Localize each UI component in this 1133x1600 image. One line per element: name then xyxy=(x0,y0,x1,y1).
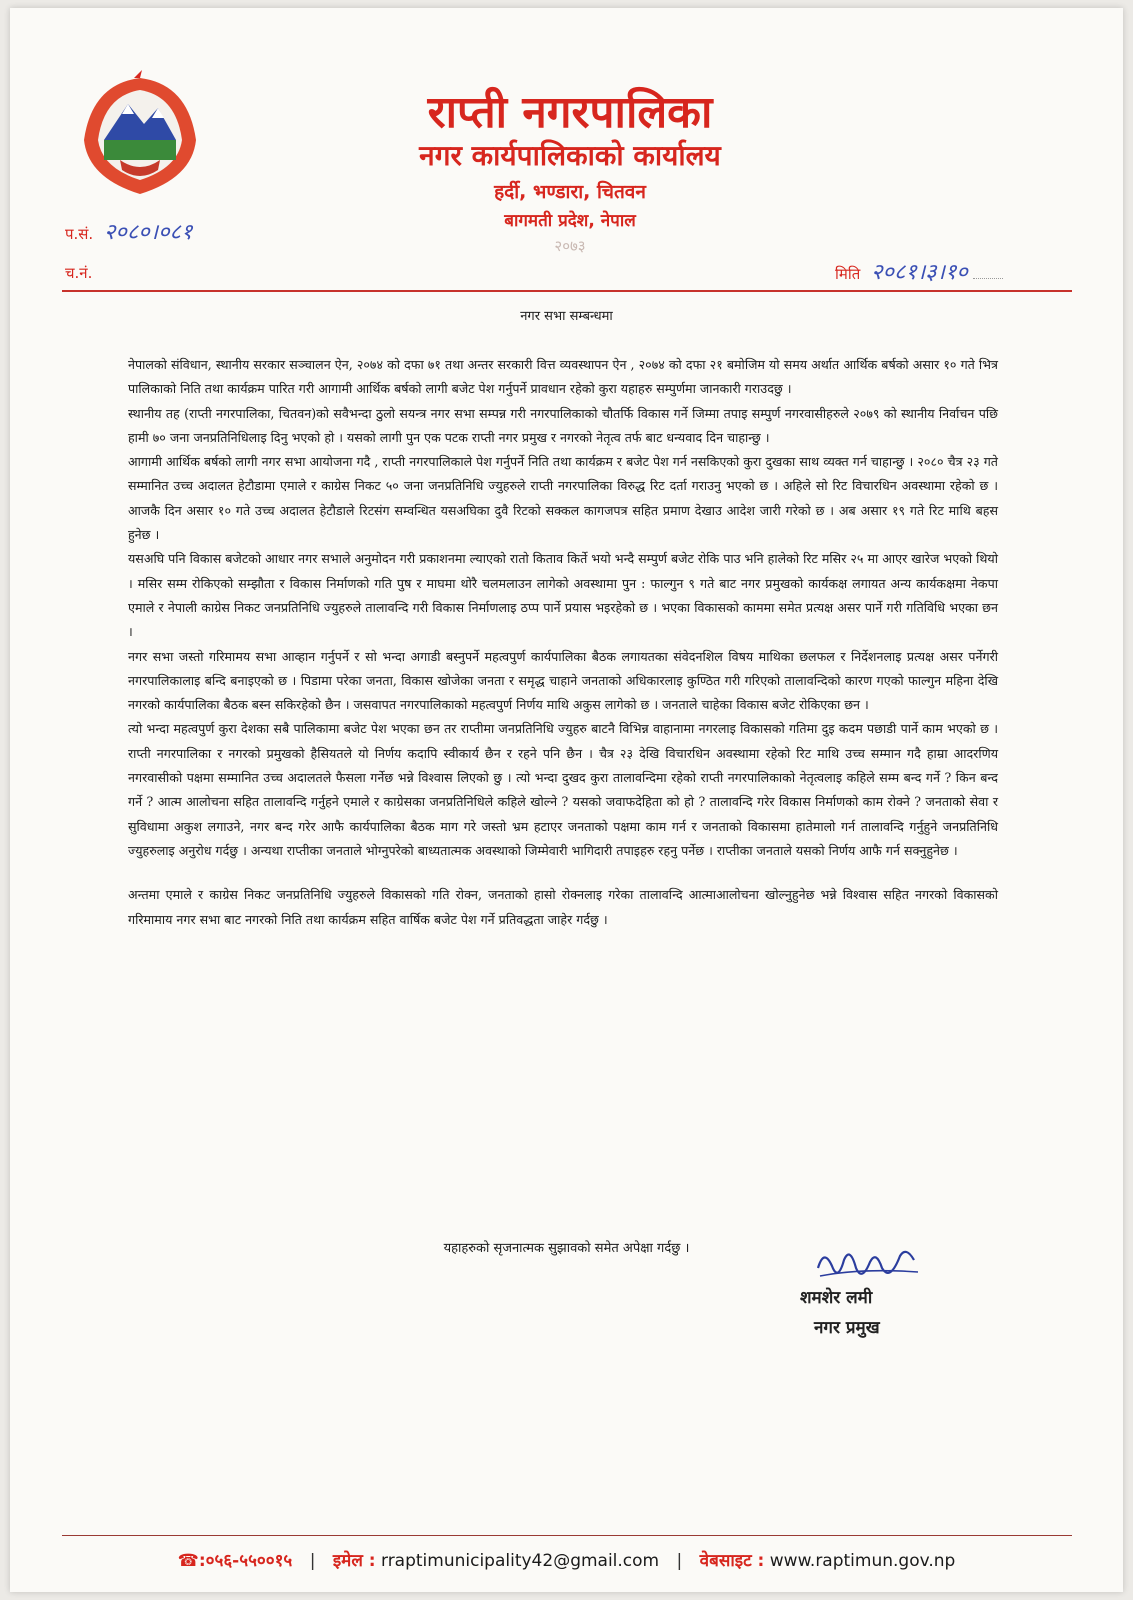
paragraph: नेपालको संविधान, स्थानीय सरकार सञ्चालन ऐन, २०७४ को दफा ७१ तथा अन्तर सरकारी वित्त व्यवस्थापन ऐन , २०७४ को दफा २१ बमोजिम यो समय अर्थात आर्थिक बर्षको असार १० गते भित्र पालिकाको निति तथा कार्यक्रम पारित गरी आगामी आर्थिक बर्षको लागी बजेट पेश गर्नुपर्ने प्रावधान रहेको कुरा यहाहरु सम्पुर्णमा जानकारी गराउदछु । xyxy=(128,357,998,397)
signatory-post: नगर प्रमुख xyxy=(814,1318,880,1338)
paragraph: यसअघि पनि विकास बजेटको आधार नगर सभाले अनुमोदन गरी प्रकाशनमा ल्याएको रातो किताव किर्ते भयो भन्दै सम्पुर्ण बजेट रोकि पाउ भनि हालेको रिट मसिर २५ मा आएर खारेज भएको थियो । मसिर सम्म रोकिएको सम्झौता र विकास निर्माणको गति पुष र माघमा थोरै चलमलाउन लागेको अवस्थामा पुन : फाल्गुन ९ गते बाट नगर प्रमुखको कार्यकक्ष लगायत अन्य कार्यकक्षमा नेकपा एमाले र नेपाली काग्रेस निकट जनप्रतिनिधि ज्युहरुले तालावन्दि गरी विकास निर्माणलाइ ठप्प पार्ने प्रयास भइरहेको छ । भएका विकासको काममा समेत प्रत्यक्ष असर पार्ने गरी गतिविधि भएका छन । xyxy=(128,551,999,640)
separator: | xyxy=(309,1551,316,1571)
dispatch-number xyxy=(65,263,92,283)
established-year: २०७३ xyxy=(554,237,586,255)
date-value: २०८१।३।१० xyxy=(871,260,968,285)
office-location: हर्दी, भण्डारा, चितवन xyxy=(494,181,646,203)
separator: | xyxy=(676,1551,683,1571)
dispatch-number-label: च.नं. xyxy=(65,264,93,282)
letter-date xyxy=(835,256,1003,286)
header-divider xyxy=(62,290,1072,292)
date-label: मिति xyxy=(835,265,861,283)
letter-sheet xyxy=(10,8,1123,1592)
nepal-emblem-icon xyxy=(70,70,210,200)
letter-number-label: प.सं. xyxy=(65,225,94,243)
office-province: बागमती प्रदेश, नेपाल xyxy=(504,211,636,231)
phone-number: :०५६-५५००१५ xyxy=(198,1551,293,1571)
paragraph: त्यो भन्दा महत्वपुर्ण कुरा देशका सबै पालिकामा बजेट पेश भएका छन तर राप्तीमा जनप्रतिनिधि ज्युहरु बाटनै विभिन्न वाहानामा नगरलाइ विकासको गतिमा दुइ कदम पछाडी पार्ने काम भएको छ । राप्ती नगरपालिका र नगरको प्रमुखको हैसियतले यो निर्णय कदापि स्वीकार्य छैन र रहने पनि छैन । चैत्र २३ देखि विचारधिन अवस्थामा रहेको रिट माथि उच्च सम्मान गदै हाम्रा आदरणिय नगरवासीको पक्षमा सम्मानित उच्च अदालतले फैसला गर्नेछ भन्ने विश्वास लिएको छु । त्यो भन्दा दुखद कुरा तालावन्दिमा रहेको राप्ती नगरपालिकाको नेतृत्वलाइ कहिले सम्म बन्द गर्ने ? किन बन्द गर्ने ? आत्म आलोचना सहित तालावन्दि गर्नुहने एमाले र काग्रेसका जनप्रतिनिधिले कहिले खोल्ने ? यसको जवाफदेहिता को हो ? तालावन्दि गरेर विकास निर्माणको काम रोक्ने ? जनताको सेवा र सुविधामा अकुश लगाउने, नगर बन्द गरेर आफै कार्यपालिका बैठक माग गरे जस्तो भ्रम हटाएर जनताको पक्षमा काम गर्न र जनताको विकासमा हातेमालो गर्न तालावन्दि गर्नुहुने जनप्रतिनिधि ज्युहरुलाइ अनुरोध गर्दछु । अन्यथा राप्तीका जनताले भोग्नुपरेको बाध्यतात्मक अवस्थाको जिम्मेवारी भागिदारी तपाइहरु रहनु पर्नेछ । राप्तीका जनताले यसको निर्णय आफै गर्न सक्नुहुनेछ । xyxy=(128,721,998,858)
date-dots xyxy=(973,278,1003,279)
contact-footer xyxy=(10,1548,1123,1571)
paragraph: अन्तमा एमाले र काग्रेस निकट जनप्रतिनिधि ज्युहरुले विकासको गति रोक्न, जनताको हासो रोक्नलाइ गरेका तालावन्दि आत्माआलोचना खोल्नुहुनेछ भन्ने विश्वास सहित नगरको विकासको गरिमामाय नगर सभा बाट नगरको निति तथा कार्यक्रम सहित वार्षिक बजेट पेश गर्ने प्रतिवद्धता जाहेर गर्दछु । xyxy=(128,887,998,927)
phone-icon: ☎ xyxy=(177,1551,199,1571)
signatory-name: शमशेर लमी xyxy=(800,1288,873,1308)
letter-number xyxy=(65,216,192,246)
office-title: नगर कार्यपालिकाको कार्यालय xyxy=(419,139,721,172)
paragraph: स्थानीय तह (राप्ती नगरपालिका, चितवन)को सवैभन्दा ठुलो सयन्त्र नगर सभा सम्पन्न गरी नगरपालिकाको चौतर्फि विकास गर्ने जिम्मा तपाइ सम्पुर्ण नगरवासीहरुले २०७९ को स्थानीय निर्वाचन पछि हामी ७० जना जनप्रतिनिधिलाइ दिनु भएको हो । यसको लागी पुन एक पटक राप्ती नगर प्रमुख र नगरको नेतृत्व तर्फ बाट धन्यवाद दिन चाहान्छु । xyxy=(128,405,998,445)
footer-divider xyxy=(62,1535,1072,1536)
letter-number-value: २०८०।०८१ xyxy=(103,220,193,245)
closing-line: यहाहरुको सृजनात्मक सुझावको समेत अपेक्षा गर्दछु । xyxy=(443,1241,690,1256)
website-label: वेबसाइट : xyxy=(699,1551,765,1571)
paragraph: आगामी आर्थिक बर्षको लागी नगर सभा आयोजना गदै , राप्ती नगरपालिकाले पेश गर्नुपर्ने निति तथा कार्यक्रम र बजेट पेश गर्न नसकिएको कुरा दुखका साथ व्यक्त गर्न चाहान्छु । २०८० चैत्र २३ गते सम्मानित उच्च अदालत हेटौडामा एमाले र काग्रेस निकट ५० जना जनप्रतिनिधि ज्युहरुले राप्ती नगरपालिका विरुद्ध रिट दर्ता गराउनु भएको छ । अहिले सो रिट विचारधिन अवस्थामा रहेको छ । आजकै दिन असार १० गते उच्च अदालत हेटौडाले रिटसंग सम्वन्धित यसअघिका दुवै रिटको सक्कल कागजपत्र सहित प्रमाण देखाउ आदेश जारी गरेको छ । अब असार १९ गते रिट माथि बहस हुनेछ । xyxy=(128,454,998,543)
website-link[interactable]: www.raptimun.gov.np xyxy=(769,1551,956,1571)
letter-subject: नगर सभा सम्बन्धमा xyxy=(520,309,613,324)
email-link[interactable]: rraptimunicipality42@gmail.com xyxy=(381,1551,660,1571)
municipality-title: राप्ती नगरपालिका xyxy=(427,87,713,138)
email-label: इमेल : xyxy=(332,1551,376,1571)
letter-body xyxy=(128,353,998,932)
paragraph: नगर सभा जस्तो गरिमामय सभा आव्हान गर्नुपर्ने र सो भन्दा अगाडी बस्नुपर्ने महत्वपुर्ण कार्यपालिका बैठक लगायतका संवेदनशिल विषय माथिका छलफल र निर्देशनलाइ प्रत्यक्ष असर पर्नेगरी नगरपालिकालाइ बन्दि बनाइएको छ । पिडामा परेका जनता, विकास खोजेका जनता र समृद्ध चाहाने जनताको अधिकारलाइ कुण्ठित गरी गरिएको तालावन्दिको कारण गएको फाल्गुन महिना देखि नगरको कार्यपालिका बैठक बस्न सकिरहेको छैन । जसवापत नगरपालिकाको महत्वपुर्ण निर्णय माथि अकुस लागेको छ । जनताले चाहेका विकास बजेट रोकिएका छन । xyxy=(128,648,998,713)
